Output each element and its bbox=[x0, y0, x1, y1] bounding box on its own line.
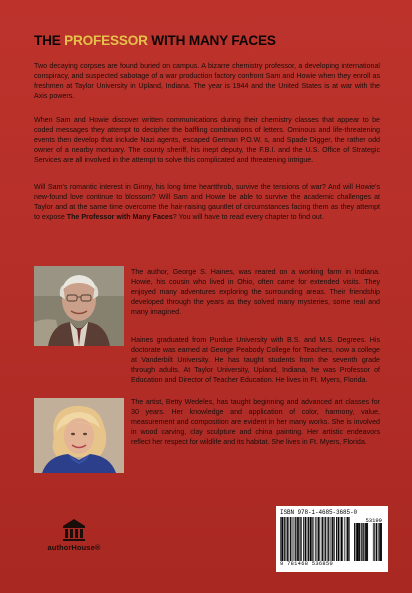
addon-bar bbox=[379, 523, 380, 561]
barcode-bar bbox=[341, 517, 342, 561]
addon-bar bbox=[367, 523, 368, 561]
addon-bar bbox=[362, 523, 363, 561]
barcode-bar bbox=[342, 517, 343, 561]
addon-bar bbox=[378, 523, 379, 561]
synopsis-p3-text: Will Sam's romantic interest in Ginny, his long time heartthrob, survive the tensions of war? And will Howie's new-found love continue to blossom? Will Sam and Howie be able to survive the academic challenges at Taylor and at the same time overcome the hair-raising gauntlet of circumstances facing them as they attempt to expose bbox=[34, 183, 380, 221]
addon-bar bbox=[356, 523, 357, 561]
barcode-bar bbox=[293, 517, 294, 561]
addon-bar bbox=[381, 523, 382, 561]
addon-bar bbox=[358, 523, 359, 561]
barcode-bar bbox=[298, 517, 299, 561]
barcode-bar bbox=[305, 517, 306, 561]
addon-bar bbox=[376, 523, 377, 561]
addon-bar bbox=[355, 523, 356, 561]
barcode-bar bbox=[336, 517, 337, 561]
barcode-bar bbox=[332, 517, 333, 561]
barcode-bar bbox=[323, 517, 324, 561]
addon-bar bbox=[374, 523, 375, 561]
barcode-bar bbox=[321, 517, 322, 561]
barcode-bar bbox=[290, 517, 291, 561]
barcode-bar bbox=[347, 517, 348, 561]
addon-bar bbox=[380, 523, 381, 561]
barcode-bar bbox=[312, 517, 313, 561]
addon-bar bbox=[381, 523, 382, 561]
addon-bar bbox=[373, 523, 374, 561]
barcode-bar bbox=[297, 517, 298, 561]
barcode-bar bbox=[322, 517, 323, 561]
barcode-bar bbox=[348, 517, 349, 561]
barcode-bar bbox=[313, 517, 314, 561]
barcode-bar bbox=[282, 517, 283, 561]
barcode-bar bbox=[311, 517, 312, 561]
barcode-bar bbox=[295, 517, 296, 561]
addon-bar bbox=[365, 523, 366, 561]
barcode-bar bbox=[325, 517, 326, 561]
barcode-bar bbox=[306, 517, 307, 561]
addon-bar bbox=[361, 523, 362, 561]
addon-bar bbox=[363, 523, 364, 561]
barcode-bar bbox=[287, 517, 288, 561]
addon-bar bbox=[359, 523, 360, 561]
synopsis-p3-ending: ? You will have to read every chapter to find out. bbox=[172, 212, 324, 221]
barcode-bar bbox=[310, 517, 311, 561]
barcode-bar bbox=[318, 517, 319, 561]
addon-bar bbox=[376, 523, 377, 561]
barcode-digits: 9 781468 536850 bbox=[280, 561, 334, 567]
barcode-bar bbox=[337, 517, 338, 561]
publisher-name-text: authorHouse bbox=[47, 543, 95, 552]
barcode-bar bbox=[296, 517, 297, 561]
title-part-1: THE bbox=[34, 33, 65, 48]
barcode-bar bbox=[304, 517, 305, 561]
barcode-bar bbox=[328, 517, 329, 561]
author-bio-2: Haines graduated from Purdue University with B.S. and M.S. Degrees. His doctorate was earned at George Peabody College for Teachers, now a college at Vanderbilt University. He has taught students from the seventh grade through adults. At Taylor University, Upland, Indiana, he was Professor of Education and Director of Teacher Education. He lives in Ft. Myers, Florida. bbox=[131, 336, 380, 384]
barcode-bar bbox=[344, 517, 345, 561]
barcode-bar bbox=[338, 517, 339, 561]
barcode-bar bbox=[331, 517, 332, 561]
title-highlight: PROFESSOR bbox=[64, 33, 148, 48]
barcode-bar bbox=[282, 517, 283, 561]
title-part-2: WITH MANY FACES bbox=[147, 33, 276, 48]
publisher-registered-mark: ® bbox=[94, 543, 101, 552]
addon-bar bbox=[360, 523, 361, 561]
barcode-bar bbox=[290, 517, 291, 561]
barcode-bar bbox=[287, 517, 288, 561]
barcode-bar bbox=[341, 517, 342, 561]
author-photo bbox=[34, 266, 124, 346]
barcode-bar bbox=[333, 517, 334, 561]
barcode-bar bbox=[334, 517, 335, 561]
barcode-bar bbox=[307, 517, 308, 561]
barcode-bar bbox=[309, 517, 310, 561]
barcode-bar bbox=[317, 517, 318, 561]
synopsis-paragraph-2: When Sam and Howie discover written communications during their chemistry classes that appear to be coded messages they attempt to decipher the baffling combinations of letters. Ominous and life-threatening events then develop that include Nazi agents, escaped German P.O.W. s, and Spade Digger, the rather odd owner of a nearby mortuary. The county sheriff, his inept deputy, the F.B.I. and the U.S. Office of Strategic Services are all involved in the attempt to solve this complicated and threatening intrigue. bbox=[34, 116, 380, 164]
barcode-bar bbox=[284, 517, 285, 561]
barcode-bar bbox=[319, 517, 320, 561]
addon-bar bbox=[354, 523, 355, 561]
synopsis-p3-book-title: The Professor with Many Faces bbox=[66, 212, 173, 221]
addon-bar bbox=[365, 523, 366, 561]
price-code: 53199 bbox=[365, 517, 382, 524]
barcode-bar bbox=[327, 517, 328, 561]
isbn-barcode bbox=[276, 506, 388, 572]
barcode-bar bbox=[281, 517, 282, 561]
barcode-bar bbox=[292, 517, 293, 561]
barcode-bar bbox=[324, 517, 325, 561]
barcode-bar bbox=[315, 517, 316, 561]
barcode-bar bbox=[318, 517, 319, 561]
barcode-bar bbox=[280, 517, 281, 561]
ean-addon-bars bbox=[354, 523, 382, 561]
publisher-logo bbox=[38, 518, 110, 558]
barcode-bar bbox=[340, 517, 341, 561]
addon-bar bbox=[358, 523, 359, 561]
book-title bbox=[34, 33, 276, 48]
barcode-bar bbox=[303, 517, 304, 561]
isbn-number: ISBN 978-1-4685-3685-0 bbox=[280, 509, 358, 516]
barcode-bar bbox=[346, 517, 347, 561]
barcode-bar bbox=[301, 517, 302, 561]
synopsis-paragraph-1: Two decaying corpses are found buried on campus. A bizarre chemistry professor, a developing international conspiracy, and suspected sabotage of a war production factory confront Sam and Howie when they enroll as freshmen at Taylor University in Upland, Indiana. The year is 1944 and the United States is at war with the Axis powers. bbox=[34, 62, 380, 100]
publisher-name bbox=[38, 543, 110, 552]
barcode-bar bbox=[308, 517, 309, 561]
barcode-bar bbox=[338, 517, 339, 561]
addon-bar bbox=[367, 523, 368, 561]
barcode-bar bbox=[349, 517, 350, 561]
barcode-bar bbox=[299, 517, 300, 561]
barcode-bar bbox=[300, 517, 301, 561]
barcode-bar bbox=[288, 517, 289, 561]
addon-bar bbox=[366, 523, 367, 561]
barcode-bar bbox=[332, 517, 333, 561]
author-bio-1: The author, George S. Haines, was reared on a working farm in Indiana. Howie, his cousin who lived in Ohio, often came for extended visits. They enjoyed many adventures exploring the surrounding areas. Their friendship developed through the years as they solved many mysteries, some real and many imagined. bbox=[131, 268, 380, 316]
synopsis-paragraph-3 bbox=[34, 183, 380, 223]
artist-bio: The artist, Betty Wedeles, has taught beginning and advanced art classes for 30 years. Her knowledge and application of color, harmony, value, measurement and composition are evident in her many works. She is involved in wood carving, clay sculpture and china painting. Her artistic endeavors reflect her respect for wildlife and its habitat. She lives in Ft. Myers, Florida. bbox=[131, 398, 380, 446]
barcode-bar bbox=[295, 517, 296, 561]
ean-barcode-bars bbox=[280, 517, 350, 561]
authorhouse-logo-icon bbox=[61, 518, 87, 542]
barcode-bar bbox=[284, 517, 285, 561]
addon-bar bbox=[357, 523, 358, 561]
barcode-bar bbox=[298, 517, 299, 561]
barcode-bar bbox=[329, 517, 330, 561]
barcode-bar bbox=[348, 517, 349, 561]
barcode-bar bbox=[310, 517, 311, 561]
barcode-bar bbox=[326, 517, 327, 561]
artist-photo bbox=[34, 398, 124, 473]
barcode-bar bbox=[285, 517, 286, 561]
